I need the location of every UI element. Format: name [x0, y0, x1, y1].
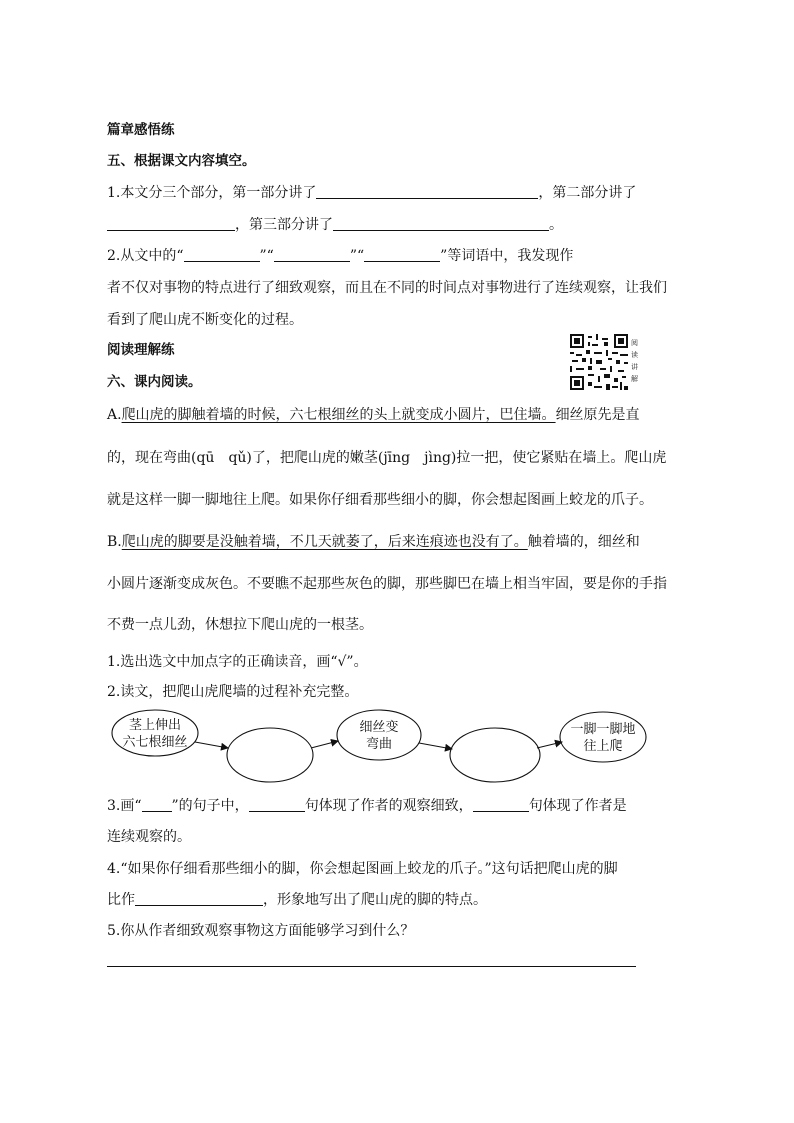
answer-blank[interactable] — [184, 246, 260, 262]
q5-item2-quote3: ”等词语中，我发现作 — [440, 248, 574, 264]
q6-item4-text-b: 比作 — [107, 892, 135, 908]
flow-node-2-blank[interactable] — [227, 728, 313, 782]
q6-item3-text-b: ”的句子中， — [171, 798, 249, 814]
answer-line[interactable] — [107, 966, 636, 967]
passage-a-prefix: A. — [107, 407, 122, 423]
passage-b-rest: 触着墙的，细丝和 — [527, 534, 640, 550]
passage-b-line3: 不费一点儿劲，休想拉下爬山虎的一根茎。 — [107, 617, 373, 633]
q5-item1-line2 — [107, 215, 563, 235]
q5-item2-quote2: ”“ — [349, 248, 365, 264]
q5-item1-line1 — [107, 183, 636, 203]
process-flow-diagram — [110, 708, 670, 788]
q5-item2-line2: 者不仅对事物的特点进行了细致观察，而且在不同的时间点对事物进行了连续观察，让我们 — [107, 280, 667, 296]
q6-item3-line1 — [107, 796, 627, 816]
flow-node-5-line2: 往上爬 — [583, 739, 623, 754]
q6-item2: 2.读文，把爬山虎爬墙的过程补充完整。 — [107, 684, 359, 700]
passage-a-line1 — [107, 405, 640, 425]
passage-b-line2: 小圆片逐渐变成灰色。不要瞧不起那些灰色的脚，那些脚巴在墙上相当牢固，要是你的手指 — [107, 576, 667, 592]
underline-sample — [142, 796, 172, 812]
flow-node-1-line2: 六七根细丝 — [122, 735, 188, 750]
flow-arrow-4 — [537, 742, 562, 748]
q6-item3-line2: 连续观察的。 — [107, 829, 191, 845]
qr-code[interactable] — [570, 334, 628, 390]
qr-code-icon — [570, 334, 628, 390]
flow-arrow-2 — [311, 741, 338, 748]
q6-item5: 5.你从作者细致观察事物这方面能够学习到什么？ — [107, 923, 415, 939]
q5-item1-text-d: 。 — [549, 217, 563, 233]
passage-a-rest: 细丝原先是直 — [555, 407, 640, 423]
passage-a-line2: 的，现在弯曲(qū qǔ)了，把爬山虎的嫩茎(jīng jìng)拉一把，使它紧贴在墙上。爬山虎 — [107, 450, 667, 466]
passage-b-line1 — [107, 532, 640, 552]
flow-node-4-blank[interactable] — [450, 728, 540, 782]
answer-blank[interactable] — [473, 796, 529, 812]
q5-heading: 五、根据课文内容填空。 — [107, 153, 256, 169]
answer-blank[interactable] — [249, 796, 305, 812]
passage-b-underlined: 爬山虎的脚要是没触着墙，不几天就萎了，后来连痕迹也没有了。 — [121, 534, 528, 550]
q5-item1-text-c: ，第三部分讲了 — [235, 217, 333, 233]
q5-item2-text-a: 2.从文中的“ — [107, 248, 184, 264]
q6-item4-text-c: ，形象地写出了爬山虎的脚的特点。 — [263, 892, 487, 908]
flow-arrow-1 — [195, 742, 228, 748]
answer-blank[interactable] — [364, 246, 440, 262]
passage-a-line3: 就是这样一脚一脚地往上爬。如果你仔细看那些细小的脚，你会想起图画上蛟龙的爪子。 — [107, 492, 653, 508]
q6-item4-line2 — [107, 890, 487, 910]
flow-node-1-line1: 茎上伸出 — [128, 718, 182, 733]
q6-item3-text-d: 句体现了作者是 — [528, 798, 627, 814]
answer-blank[interactable] — [274, 246, 350, 262]
q5-item1-text-b: ，第二部分讲了 — [538, 185, 637, 201]
q6-item1: 1.选出选文中加点字的正确读音，画“√”。 — [107, 654, 368, 670]
flow-arrow-3 — [419, 743, 452, 749]
reading-title: 阅读理解练 — [107, 342, 175, 358]
q5-item2-line1 — [107, 246, 573, 266]
passage-b-prefix: B. — [107, 534, 122, 550]
q6-heading: 六、课内阅读。 — [107, 374, 202, 390]
answer-blank[interactable] — [316, 183, 538, 199]
flow-node-3-line2: 弯曲 — [365, 737, 393, 752]
flow-node-5-line1: 一脚一脚地 — [570, 722, 636, 737]
passage-a-underlined: 爬山虎的脚触着墙的时候，六七根细丝的头上就变成小圆片，巴住墙。 — [121, 407, 556, 423]
answer-blank[interactable] — [135, 890, 263, 906]
flow-node-3 — [337, 710, 421, 760]
flow-node-5 — [560, 712, 646, 762]
q6-item3-text-a: 3.画“ — [107, 798, 142, 814]
section-title: 篇章感悟练 — [107, 122, 175, 138]
flow-node-3-line1: 细丝变 — [359, 720, 399, 735]
q5-item2-line3: 看到了爬山虎不断变化的过程。 — [107, 312, 303, 328]
answer-blank[interactable] — [107, 215, 235, 231]
q6-item4-line1: 4.“如果你仔细看那些细小的脚，你会想起图画上蛟龙的爪子。”这句话把爬山虎的脚 — [107, 861, 618, 877]
answer-blank[interactable] — [333, 215, 549, 231]
q6-item3-text-c: 句体现了作者的观察细致， — [304, 798, 473, 814]
qr-label: 阅 读 讲 解 — [631, 339, 638, 383]
q5-item1-text-a: 1.本文分三个部分，第一部分讲了 — [107, 185, 317, 201]
q5-item2-quote1: ”“ — [259, 248, 274, 264]
